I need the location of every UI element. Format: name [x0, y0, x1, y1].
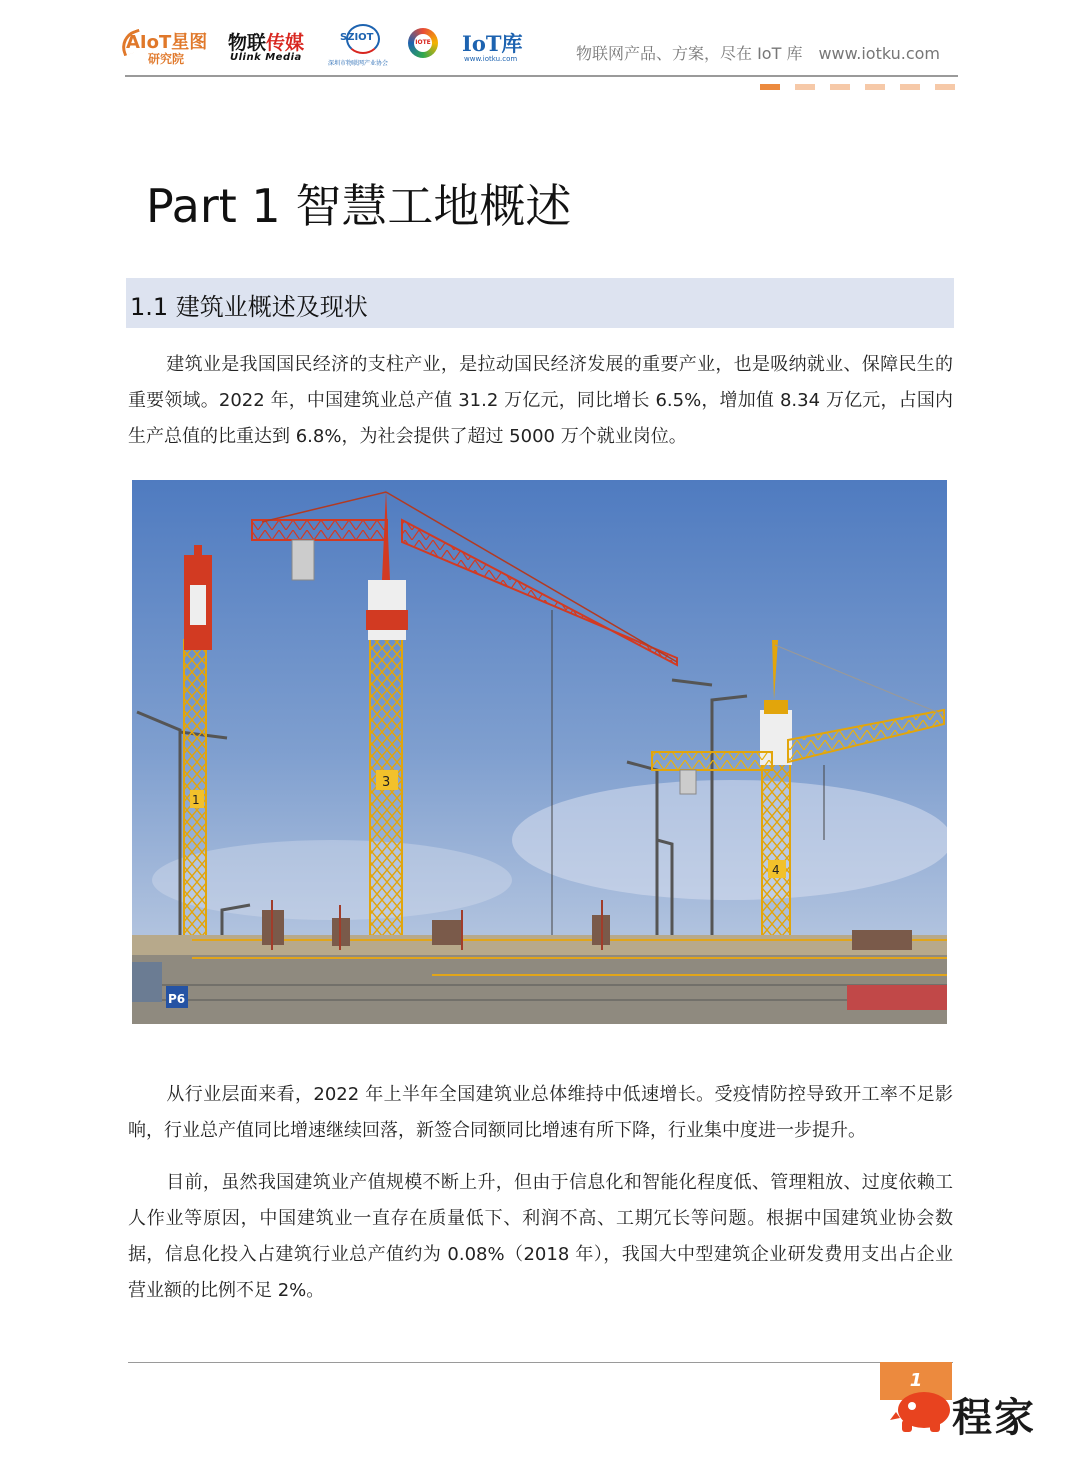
paragraph-text: 从行业层面来看，2022 年上半年全国建筑业总体维持中低速增长。受疫情防控导致开工率不足影响，行业总产值同比增速继续回落，新签合同额同比增速有所下降，行业集中度进一步提升。	[128, 1084, 953, 1141]
accent-dash	[865, 84, 885, 90]
page-number: 1	[880, 1362, 952, 1400]
iotku-logo-text: IoT库	[462, 31, 523, 56]
accent-dash	[830, 84, 850, 90]
crane-2-label: 3	[382, 775, 391, 790]
sziot-logo-subtext: 深圳市物联网产业协会	[328, 60, 389, 67]
header-slogan: 物联网产品、方案，尽在 IoT 库 www.iotku.com	[576, 44, 941, 63]
iotku-logo-url: www.iotku.com	[464, 55, 518, 63]
watermark-text: 程家	[952, 1395, 1036, 1441]
footer-divider	[128, 1362, 953, 1363]
section-heading: 1.1 建筑业概述及现状	[130, 293, 368, 321]
page-header	[120, 22, 958, 78]
aiot-logo	[120, 22, 212, 70]
aiot-logo-text: AIoT星图	[126, 32, 208, 53]
paragraph-current-state	[128, 1165, 953, 1309]
mascot-icon	[890, 1384, 952, 1438]
crane-1-label: 1	[192, 793, 200, 807]
iotku-logo	[460, 22, 526, 70]
aiot-logo-subtext: 研究院	[148, 52, 185, 66]
sziot-logo	[326, 22, 396, 70]
header-accent-dashes	[760, 84, 956, 90]
paragraph-text: 建筑业是我国国民经济的支柱产业，是拉动国民经济发展的重要产业，也是吸纳就业、保障民生的重要领域。2022 年，中国建筑业总产值 31.2 万亿元，同比增长 6.5%，增加值 8.34 万亿元，占国内生产总值的比重达到 6.8%，为社会提供了超过 5000 万个就业岗位。	[128, 354, 953, 447]
accent-dash	[760, 84, 780, 90]
ulink-logo-cn: 物联传媒	[228, 32, 305, 54]
accent-dash	[935, 84, 955, 90]
construction-site-photo	[132, 480, 947, 1024]
accent-dash	[900, 84, 920, 90]
sziot-logo-text: SZIOT	[340, 32, 374, 43]
section-heading-bar	[126, 278, 954, 328]
watermark	[890, 1384, 1060, 1441]
paragraph-intro	[128, 347, 953, 455]
crane-3-label: 4	[772, 863, 780, 877]
parking-sign: P6	[168, 992, 186, 1006]
header-divider	[125, 75, 958, 77]
paragraph-industry	[128, 1077, 953, 1149]
accent-dash	[795, 84, 815, 90]
iote-logo	[406, 22, 442, 70]
paragraph-text: 目前，虽然我国建筑业产值规模不断上升，但由于信息化和智能化程度低、管理粗放、过度依赖工人作业等原因，中国建筑业一直存在质量低下、利润不高、工期冗长等问题。根据中国建筑业协会数据，信息化投入占建筑行业总产值约为 0.08%（2018 年），我国大中型建筑企业研发费用支出占企业营业额的比例不足 2%。	[128, 1172, 953, 1301]
page-title: Part 1 智慧工地概述	[146, 179, 572, 233]
ulink-media-logo	[228, 22, 314, 70]
iote-logo-text: IOTE	[414, 34, 432, 52]
ulink-logo-en: Ulink Media	[230, 52, 302, 63]
